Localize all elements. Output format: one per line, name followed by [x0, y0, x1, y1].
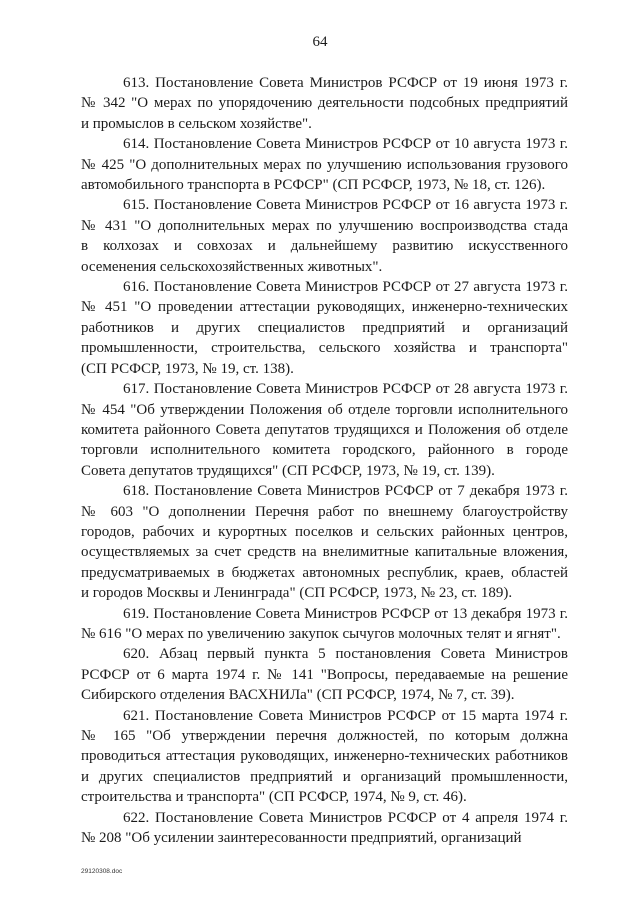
text-line: торговли исполнительного комитета городского, районного в городе — [81, 442, 568, 459]
text-line: Сибирского отделения ВАСХНИЛа" (СП РСФСР, 1974, № 7, ст. 39). — [81, 687, 515, 704]
document-body — [81, 73, 568, 848]
page-number: 64 — [312, 34, 328, 50]
text-line: осуществляемых за счет средств на внелимитные капитальные вложения, — [81, 544, 568, 561]
text-line: предусматриваемых в бюджетах автономных республик, краев, областей — [81, 564, 568, 581]
text-line: № 165 "Об утверждении перечня должностей, по которым должна — [81, 728, 568, 744]
text-line: и промыслов в сельском хозяйстве". — [81, 115, 312, 132]
text-line: 622. Постановление Совета Министров РСФСР от 4 апреля 1974 г. — [123, 809, 568, 826]
text-line: осеменения сельскохозяйственных животных". — [81, 258, 383, 275]
text-line: и городов Москвы и Ленинграда" (СП РСФСР, 1973, № 23, ст. 189). — [81, 585, 513, 602]
text-line: № 208 "Об усилении заинтересованности предприятий, организаций — [81, 830, 522, 847]
text-line: промышленности, строительства, сельского хозяйства и транспорта" — [81, 340, 568, 357]
text-line: № 603 "О дополнении Перечня работ по внешнему благоустройству — [81, 503, 568, 520]
text-line: РСФСР от 6 марта 1974 г. № 141 "Вопросы, передаваемые на решение — [81, 666, 568, 683]
text-line: № 451 "О проведении аттестации руководящих, инженерно-технических — [81, 299, 568, 316]
list-item — [81, 195, 568, 277]
text-line: 621. Постановление Совета Министров РСФСР от 15 марта 1974 г. — [123, 707, 568, 724]
text-line: 620. Абзац первый пункта 5 постановления Совета Министров — [123, 646, 568, 663]
list-item — [81, 379, 568, 481]
list-item — [81, 73, 568, 134]
footer-file-code: 29120308.doc — [81, 868, 123, 875]
list-item — [81, 808, 568, 849]
text-line: городов, рабочих и курортных поселков и сельских районных центров, — [81, 523, 568, 540]
text-line: 617. Постановление Совета Министров РСФСР от 28 августа 1973 г. — [123, 381, 568, 398]
list-item — [81, 277, 568, 379]
text-line: № 425 "О дополнительных мерах по улучшению использования грузового — [81, 156, 568, 173]
list-item — [81, 644, 568, 705]
text-line: и других специалистов предприятий и организаций промышленности, — [81, 768, 568, 785]
list-item — [81, 134, 568, 195]
list-item — [81, 481, 568, 603]
text-line: (СП РСФСР, 1973, № 19, ст. 138). — [81, 360, 294, 377]
list-item — [81, 706, 568, 808]
text-line: автомобильного транспорта в РСФСР" (СП РСФСР, 1973, № 18, ст. 126). — [81, 177, 546, 194]
text-line: 616. Постановление Совета Министров РСФСР от 27 августа 1973 г. — [123, 279, 568, 296]
text-line: 615. Постановление Совета Министров РСФСР от 16 августа 1973 г. — [123, 197, 568, 214]
text-line: 618. Постановление Совета Министров РСФСР от 7 декабря 1973 г. — [123, 483, 568, 500]
text-line: в колхозах и совхозах и дальнейшему развитию искусственного — [81, 238, 568, 255]
text-line: № 342 "О мерах по упорядочению деятельности подсобных предприятий — [81, 95, 568, 112]
list-item — [81, 604, 568, 645]
text-line: № 431 "О дополнительных мерах по улучшению воспроизводства стада — [81, 217, 568, 234]
text-line: № 454 "Об утверждении Положения об отделе торговли исполнительного — [81, 401, 568, 418]
text-line: проводиться аттестация руководящих, инженерно-технических работников — [81, 748, 568, 765]
text-line: 614. Постановление Совета Министров РСФСР от 10 августа 1973 г. — [123, 136, 568, 153]
text-line: строительства и транспорта" (СП РСФСР, 1974, № 9, ст. 46). — [81, 789, 467, 806]
text-line: Совета депутатов трудящихся" (СП РСФСР, 1973, № 19, ст. 139). — [81, 462, 495, 479]
text-line: работников и других специалистов предприятий и организаций — [81, 319, 568, 336]
text-line: комитета районного Совета депутатов трудящихся и Положения об отделе — [81, 421, 568, 438]
text-line: 613. Постановление Совета Министров РСФСР от 19 июня 1973 г. — [123, 75, 568, 91]
text-line: 619. Постановление Совета Министров РСФСР от 13 декабря 1973 г. — [123, 605, 568, 622]
text-line: № 616 "О мерах по увеличению закупок сычугов молочных телят и ягнят". — [81, 625, 561, 642]
